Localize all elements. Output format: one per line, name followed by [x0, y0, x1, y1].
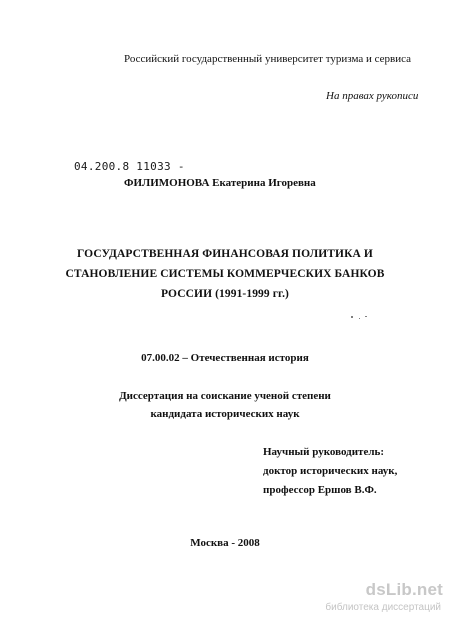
dissertation-purpose-line-1: Диссертация на соискание ученой степени — [119, 390, 331, 402]
thesis-title-line-2: СТАНОВЛЕНИЕ СИСТЕМЫ КОММЕРЧЕСКИХ БАНКОВ — [65, 268, 385, 280]
supervisor-role: Научный руководитель: — [263, 446, 384, 458]
library-stamp-code: 04.200.8 11033 - — [74, 160, 185, 173]
specialty-code: 07.00.02 – Отечественная история — [141, 352, 309, 364]
watermark-subtitle: библиотека диссертаций — [325, 602, 441, 613]
author-name: ФИЛИМОНОВА Екатерина Игоревна — [124, 177, 316, 189]
manuscript-note: На правах рукописи — [326, 90, 419, 102]
supervisor-name: профессор Ершов В.Ф. — [263, 484, 377, 496]
dissertation-purpose-line-2: кандидата исторических наук — [150, 408, 300, 420]
watermark-logo: dsLib.net — [365, 580, 443, 599]
scan-speck — [359, 318, 360, 319]
thesis-title-line-1: ГОСУДАРСТВЕННАЯ ФИНАНСОВАЯ ПОЛИТИКА И — [77, 248, 373, 260]
place-and-year: Москва - 2008 — [190, 537, 260, 549]
scan-speck — [351, 316, 353, 318]
scan-speck — [365, 316, 367, 317]
university-name: Российский государственный университет туризма и сервиса — [124, 53, 412, 65]
thesis-title-line-3: РОССИИ (1991-1999 гг.) — [160, 288, 289, 300]
watermark — [325, 580, 445, 620]
supervisor-degree: доктор исторических наук, — [263, 465, 398, 477]
